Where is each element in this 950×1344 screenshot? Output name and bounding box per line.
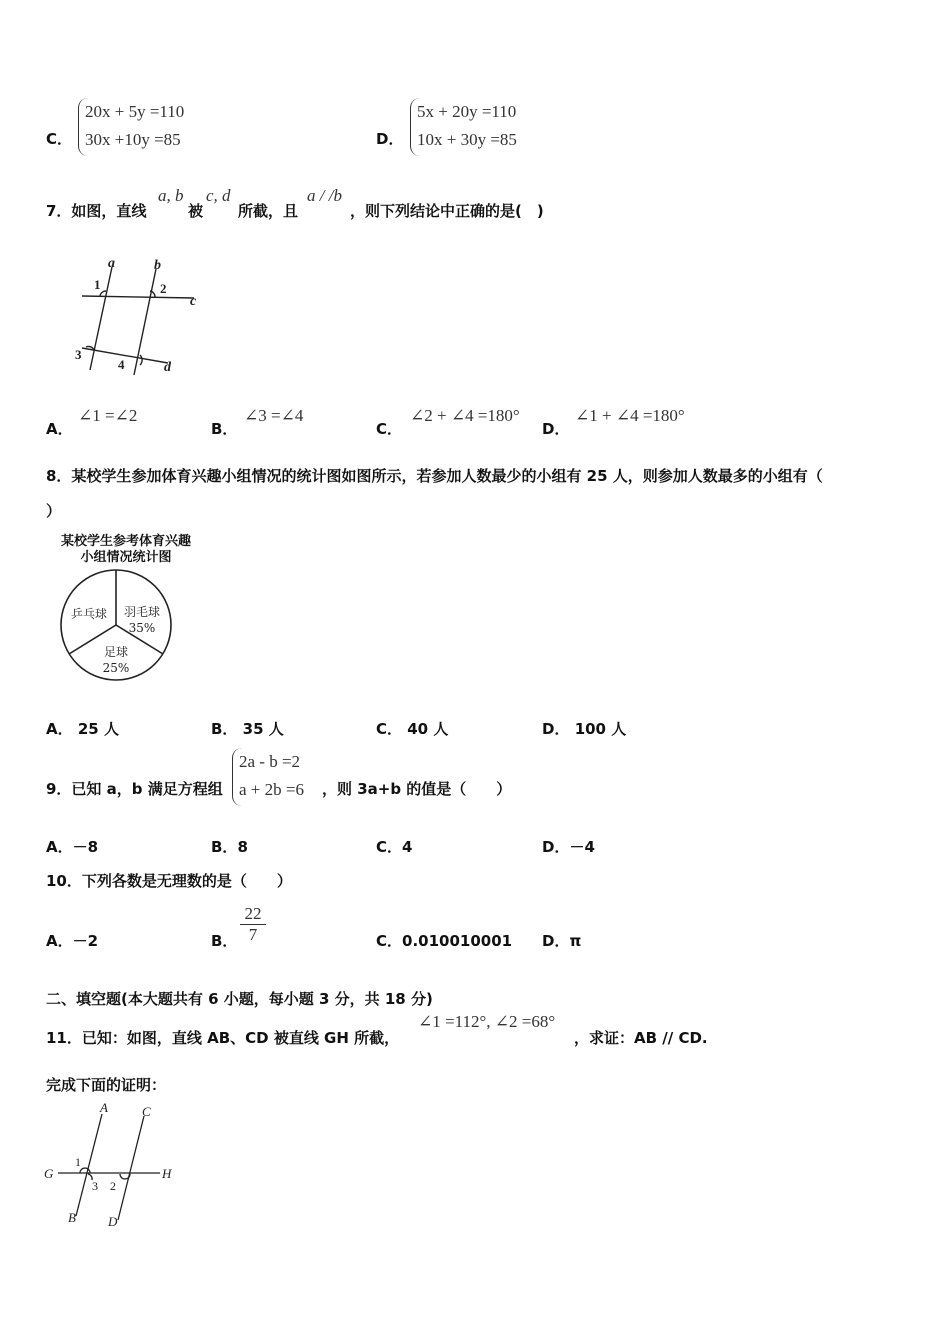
q11-label-3: 3	[92, 1179, 98, 1193]
q8-stem-line2: ）	[46, 502, 62, 520]
q9-eq2: a + 2b =6	[239, 780, 304, 799]
q9-equation-system	[232, 748, 304, 806]
q8-chart-title	[46, 534, 206, 566]
q10-option-b-label: B．	[211, 932, 238, 950]
q7-label-a: a	[108, 256, 115, 271]
q7-angle1-arc	[100, 291, 106, 296]
q6-option-d-label: D．	[376, 130, 404, 148]
q7-stem-a: 7．如图，直线	[46, 202, 147, 220]
q8-slice-football-name: 足球	[103, 645, 129, 659]
q11-figure	[40, 1098, 190, 1230]
q8-chart-title-line2: 小组情况统计图	[80, 550, 172, 565]
q7-var-ab: a, b	[158, 186, 184, 205]
q7-line-c	[82, 296, 194, 298]
q6-option-d-eq1: 5x + 20y =110	[417, 102, 517, 121]
q7-option-b-label: B．	[211, 420, 238, 438]
q8-stem-line1: 8．某校学生参加体育兴趣小组情况的统计图如图所示，若参加人数最少的小组有 25 人，则参加人数最多的小组有（	[46, 467, 823, 485]
q11-label-2: 2	[110, 1179, 116, 1193]
q6-option-d-eq2: 10x + 30y =85	[417, 130, 517, 149]
q8-option-d: D． 100 人	[542, 720, 627, 738]
q7-label-c: c	[190, 294, 197, 309]
q8-option-b: B． 35 人	[211, 720, 284, 738]
q7-var-parallel: a / /b	[307, 186, 342, 205]
q9-option-c: C．4	[376, 838, 413, 856]
q7-label-4: 4	[118, 357, 125, 372]
q8-slice-pingpong-name: 乒乓球	[70, 607, 108, 621]
q7-option-d-label: D．	[542, 420, 570, 438]
q11-line-cd	[118, 1116, 144, 1220]
q7-label-3: 3	[75, 347, 82, 362]
q10-stem: 10．下列各数是无理数的是（ ）	[46, 872, 292, 890]
q8-option-a: A． 25 人	[46, 720, 119, 738]
q8-slice-football-percent: 25%	[102, 661, 130, 675]
q6-option-c-label: C．	[46, 130, 73, 148]
q7-option-a-label: A．	[46, 420, 73, 438]
q11-label-d: D	[108, 1214, 118, 1229]
q9-stem-a: 9．已知 a，b 满足方程组	[46, 780, 223, 798]
q6-option-c-system	[78, 98, 184, 156]
q10-option-d: D．π	[542, 932, 582, 950]
q10-fraction-denominator: 7	[248, 925, 258, 944]
q7-option-b-expr: ∠3 =∠4	[244, 406, 304, 425]
q7-label-b: b	[154, 258, 161, 273]
q7-option-a-expr: ∠1 =∠2	[78, 406, 138, 425]
q11-label-g: G	[44, 1166, 54, 1181]
q8-slice-badminton-name: 羽毛球	[123, 605, 161, 619]
q6-option-c-eq2: 30x +10y =85	[85, 130, 181, 149]
q9-stem-b: ，则 3a+b 的值是（ ）	[322, 780, 512, 798]
q8-pie-chart	[56, 566, 176, 684]
q11-stem-b: ，求证：AB // CD.	[574, 1029, 708, 1047]
q6-option-c-eq1: 20x + 5y =110	[85, 102, 185, 121]
q11-label-1: 1	[75, 1155, 81, 1169]
q11-angle1-arc	[80, 1168, 90, 1173]
q9-option-a: A．－8	[46, 838, 99, 856]
q7-stem-c: 所截，且	[238, 202, 299, 220]
q10-fraction-numerator: 22	[240, 904, 266, 925]
q11-label-h: H	[162, 1166, 172, 1181]
q10-option-c: C．0.010010001	[376, 932, 513, 950]
q10-option-b-fraction	[240, 904, 266, 945]
q7-figure	[70, 255, 210, 380]
q9-eq1: 2a - b =2	[239, 752, 301, 771]
q7-var-cd: c, d	[206, 186, 231, 205]
q8-slice-badminton-percent: 35%	[128, 621, 156, 635]
q7-option-c-label: C．	[376, 420, 403, 438]
q7-stem-b: 被	[188, 202, 204, 220]
q7-label-2: 2	[160, 281, 167, 296]
q9-option-d: D．－4	[542, 838, 595, 856]
q11-stem-a: 11．已知：如图，直线 AB、CD 被直线 GH 所截，	[46, 1029, 400, 1047]
q7-option-d-expr: ∠1 + ∠4 =180°	[575, 406, 685, 425]
q7-option-c-expr: ∠2 + ∠4 =180°	[410, 406, 520, 425]
q8-option-c: C． 40 人	[376, 720, 449, 738]
q6-option-d-system	[410, 98, 517, 156]
q7-label-1: 1	[94, 277, 101, 292]
q11-label-c: C	[142, 1104, 151, 1119]
q9-option-b: B．8	[211, 838, 248, 856]
q7-stem-d: ，则下列结论中正确的是( )	[350, 202, 544, 220]
q10-option-a: A．－2	[46, 932, 99, 950]
section2-heading: 二、填空题(本大题共有 6 小题，每小题 3 分，共 18 分)	[46, 990, 433, 1008]
q7-angle4-arc	[140, 355, 142, 365]
q11-given-angles: ∠1 =112°, ∠2 =68°	[418, 1012, 556, 1031]
q11-instruction: 完成下面的证明：	[46, 1076, 167, 1094]
q11-label-a: A	[100, 1100, 108, 1115]
q11-label-b: B	[68, 1210, 76, 1225]
q7-label-d: d	[164, 360, 171, 375]
q8-chart-title-line1: 某校学生参考体育兴趣	[60, 534, 191, 549]
